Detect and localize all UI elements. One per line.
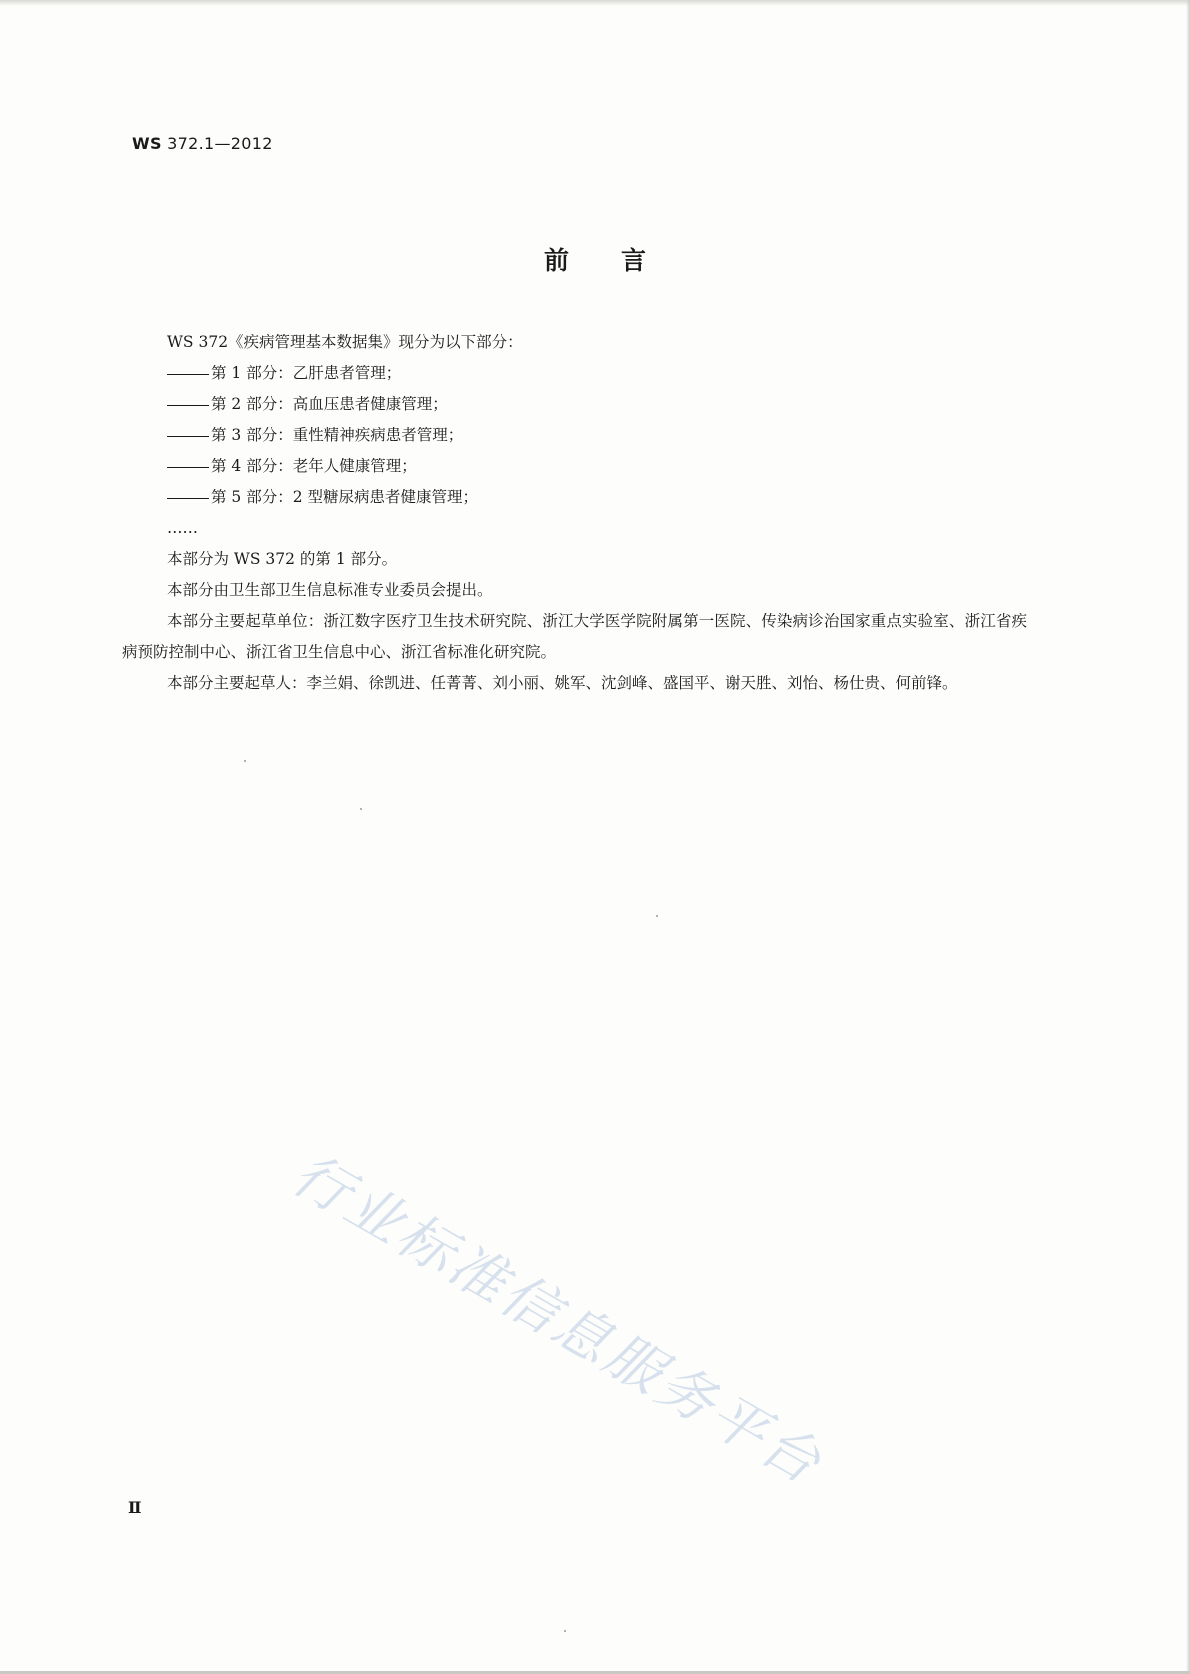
dash-mark	[167, 467, 209, 468]
standard-code	[132, 134, 273, 153]
dash-mark	[167, 436, 209, 437]
scan-speck	[564, 1630, 566, 1632]
part-label: 第 5 部分：2 型糖尿病患者健康管理；	[211, 488, 479, 506]
drafting-units: 本部分主要起草单位：浙江数字医疗卫生技术研究院、浙江大学医学院附属第一医院、传染病诊治国家重点实验室、浙江省疾病预防控制中心、浙江省卫生信息中心、浙江省标准化研究院。	[122, 612, 1027, 661]
standard-code-prefix: WS	[132, 134, 162, 153]
list-item	[122, 482, 1027, 513]
drafting-authors: 本部分主要起草人：李兰娟、徐凯进、任菁菁、刘小丽、姚军、沈剑峰、盛国平、谢天胜、刘怡、杨仕贵、何前锋。	[167, 674, 958, 692]
part-label: 第 3 部分：重性精神疾病患者管理；	[211, 426, 464, 444]
page-title: 前言	[543, 246, 698, 275]
proposer-statement: 本部分由卫生部卫生信息标准专业委员会提出。	[167, 581, 493, 599]
scan-speck	[244, 760, 246, 762]
scan-edge-top	[0, 0, 1190, 6]
page-number: Ⅱ	[128, 1500, 142, 1517]
ellipsis: ……	[167, 519, 198, 537]
foreword-body	[122, 327, 1027, 699]
scan-speck	[656, 915, 658, 917]
part-statement: 本部分为 WS 372 的第 1 部分。	[167, 550, 398, 568]
list-item	[122, 389, 1027, 420]
standard-code-number: 372.1—2012	[167, 134, 273, 153]
list-item	[122, 451, 1027, 482]
scan-speck	[360, 808, 362, 810]
part-label: 第 1 部分：乙肝患者管理；	[211, 364, 402, 382]
dash-mark	[167, 374, 209, 375]
dash-mark	[167, 405, 209, 406]
watermark: 行业标准信息服务平台	[281, 1141, 834, 1499]
list-item	[122, 420, 1027, 451]
part-label: 第 2 部分：高血压患者健康管理；	[211, 395, 448, 413]
list-item	[122, 358, 1027, 389]
dash-mark	[167, 498, 209, 499]
part-label: 第 4 部分：老年人健康管理；	[211, 457, 417, 475]
intro-paragraph: WS 372《疾病管理基本数据集》现分为以下部分：	[167, 333, 523, 351]
